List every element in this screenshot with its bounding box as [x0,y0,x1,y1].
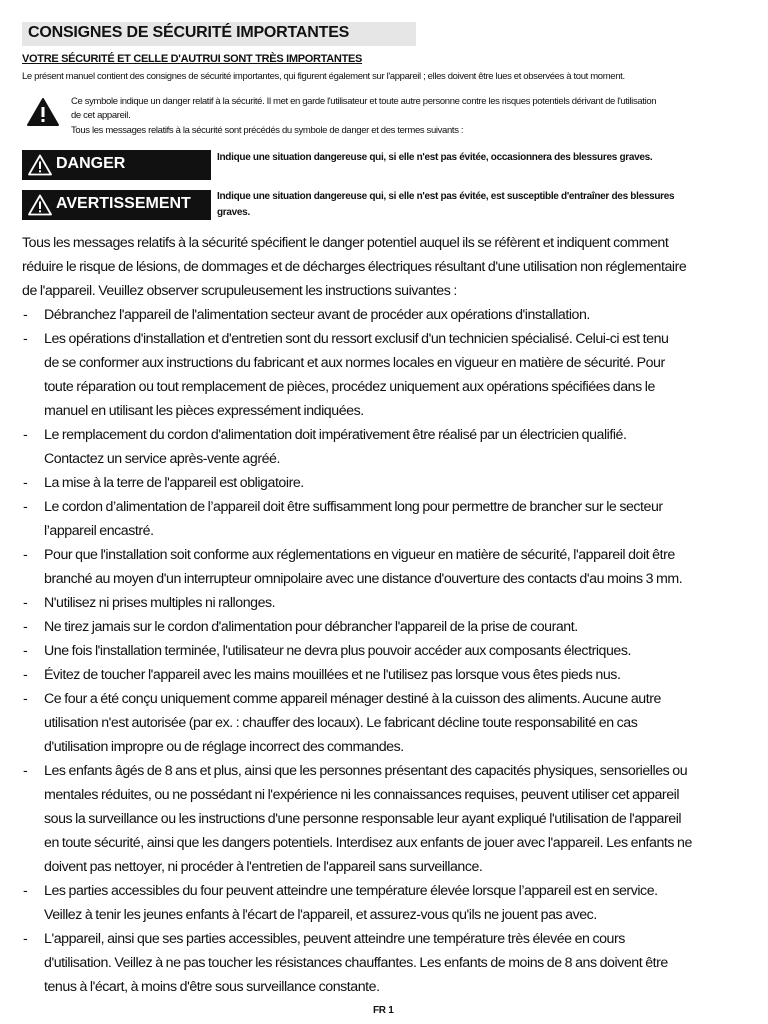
symbol-explanation [71,94,751,139]
list-item [22,663,752,687]
danger-badge [22,150,211,180]
symbol-text-line: de cet appareil. [71,110,131,121]
list-item-line: - Débranchez l'appareil de l'alimentation secteur avant de procéder aux opérations d'installation. [44,307,590,323]
list-item-line: sous la surveillance ou les instructions d'une personne responsable leur ayant expliqué l'utilisation de l'appareil [44,811,682,827]
list-item-line: tenus à l'écart, à moins d'être sous surveillance constante. [44,979,380,995]
list-item-line: - La mise à la terre de l'appareil est obligatoire. [44,475,304,491]
list-item [22,423,752,471]
list-item-line: - Le cordon d’alimentation de l’appareil doit être suffisamment long pour permettre de brancher sur le secteur [44,499,663,515]
list-item-line: Contactez un service après-vente agréé. [44,451,280,467]
list-item [22,303,752,327]
list-item [22,879,752,927]
avertissement-description [217,189,747,221]
list-item [22,327,752,423]
symbol-text-line: Ce symbole indique un danger relatif à la sécurité. Il met en garde l'utilisateur et toute autre personne contre les risques potentiels dérivant de l'utilisation [71,96,657,107]
list-item-line: en toute sécurité, ainsi que les dangers potentiels. Interdisez aux enfants de jouer avec l'appareil. Les enfants ne [44,835,692,851]
page-title: CONSIGNES DE SÉCURITÉ IMPORTANTES [28,24,350,41]
list-item-line: - N'utilisez ni prises multiples ni rallonges. [44,595,276,611]
symbol-text-line: Tous les messages relatifs à la sécurité sont précédés du symbole de danger et des termes suivants : [71,125,464,136]
list-item-line: - Pour que l'installation soit conforme aux réglementations en vigueur en matière de sécurité, l'appareil doit être [44,547,675,563]
danger-label: DANGER [56,155,126,172]
list-item-line: l’appareil encastré. [44,523,154,539]
warning-triangle-icon [28,194,52,216]
list-item [22,639,752,663]
list-item-line: doivent pas nettoyer, ni procéder à l'entretien de l'appareil sans surveillance. [44,859,483,875]
main-paragraph [22,231,752,303]
list-item [22,615,752,639]
list-item-line: - Ne tirez jamais sur le cordon d'alimentation pour débrancher l'appareil de la prise de courant. [44,619,578,635]
danger-description: Indique une situation dangereuse qui, si elle n'est pas évitée, occasionnera des blessures graves. [217,152,653,163]
warning-triangle-icon [26,97,60,127]
list-item [22,759,752,879]
list-item-line: - L'appareil, ainsi que ses parties accessibles, peuvent atteindre une température très élevée en cours [44,931,625,947]
paragraph-line: réduire le risque de lésions, de dommages et de décharges électriques résultant d'une utilisation non réglementaire [22,259,687,275]
avertissement-badge [22,190,211,220]
title-bar [22,22,416,46]
page-number: FR 1 [373,1005,394,1016]
paragraph-line: de l'appareil. Veuillez observer scrupuleusement les instructions suivantes : [22,283,457,299]
safety-instructions [22,231,752,999]
list-item [22,927,752,999]
list-item-line: - Le remplacement du cordon d'alimentation doit impérativement être réalisé par un électricien qualifié. [44,427,627,443]
list-item-line: - Les enfants âgés de 8 ans et plus, ainsi que les personnes présentant des capacités physiques, sensorielles ou [44,763,688,779]
list-item-line: - Ce four a été conçu uniquement comme appareil ménager destiné à la cuisson des aliments. Aucune autre [44,691,661,707]
warning-triangle-icon [28,154,52,176]
intro-text: Le présent manuel contient des consignes de sécurité importantes, qui figurent également sur l'appareil ; elles doivent être lues et observées à tout moment. [22,71,625,82]
paragraph-line: Tous les messages relatifs à la sécurité spécifient le danger potentiel auquel ils se réfèrent et indiquent comment [22,235,669,251]
list-item-line: - Les parties accessibles du four peuvent atteindre une température élevée lorsque l’appareil est en service. [44,883,658,899]
list-item [22,591,752,615]
list-item-line: toute réparation ou tout remplacement de pièces, procédez uniquement aux opérations spécifiées dans le [44,379,655,395]
list-item-line: - Évitez de toucher l'appareil avec les mains mouillées et ne l'utilisez pas lorsque vous êtes pieds nus. [44,667,621,683]
avertissement-description-line: graves. [217,207,250,218]
list-item [22,495,752,543]
avertissement-label: AVERTISSEMENT [56,195,191,212]
list-item-line: manuel en utilisant les pièces expressément indiquées. [44,403,364,419]
list-item [22,543,752,591]
subheading: VOTRE SÉCURITÉ ET CELLE D'AUTRUI SONT TRÈS IMPORTANTES [22,53,363,65]
list-item [22,687,752,759]
list-item-line: d'utilisation. Veillez à ne pas toucher les résistances chauffantes. Les enfants de moins de 8 ans doivent être [44,955,668,971]
list-item-line: branché au moyen d'un interrupteur omnipolaire avec une distance d'ouverture des contacts d'au moins 3 mm. [44,571,683,587]
instruction-list [22,303,752,999]
list-item [22,471,752,495]
list-item-line: - Une fois l'installation terminée, l'utilisateur ne devra plus pouvoir accéder aux composants électriques. [44,643,631,659]
list-item-line: d'utilisation impropre ou de réglage incorrect des commandes. [44,739,404,755]
avertissement-description-line: Indique une situation dangereuse qui, si elle n'est pas évitée, est susceptible d'entraîner des blessures [217,191,675,202]
list-item-line: de se conformer aux instructions du fabricant et aux normes locales en vigueur en matière de sécurité. Pour [44,355,665,371]
list-item-line: - Les opérations d'installation et d'entretien sont du ressort exclusif d'un technicien spécialisé. Celui-ci est tenu [44,331,669,347]
list-item-line: utilisation n'est autorisée (par ex. : chauffer des locaux). Le fabricant décline toute responsabilité en cas [44,715,638,731]
list-item-line: Veillez à tenir les jeunes enfants à l'écart de l'appareil, et assurez-vous qu'ils ne jouent pas avec. [44,907,597,923]
list-item-line: mentales réduites, ou ne possédant ni l'expérience ni les connaissances requises, peuvent utiliser cet appareil [44,787,680,803]
